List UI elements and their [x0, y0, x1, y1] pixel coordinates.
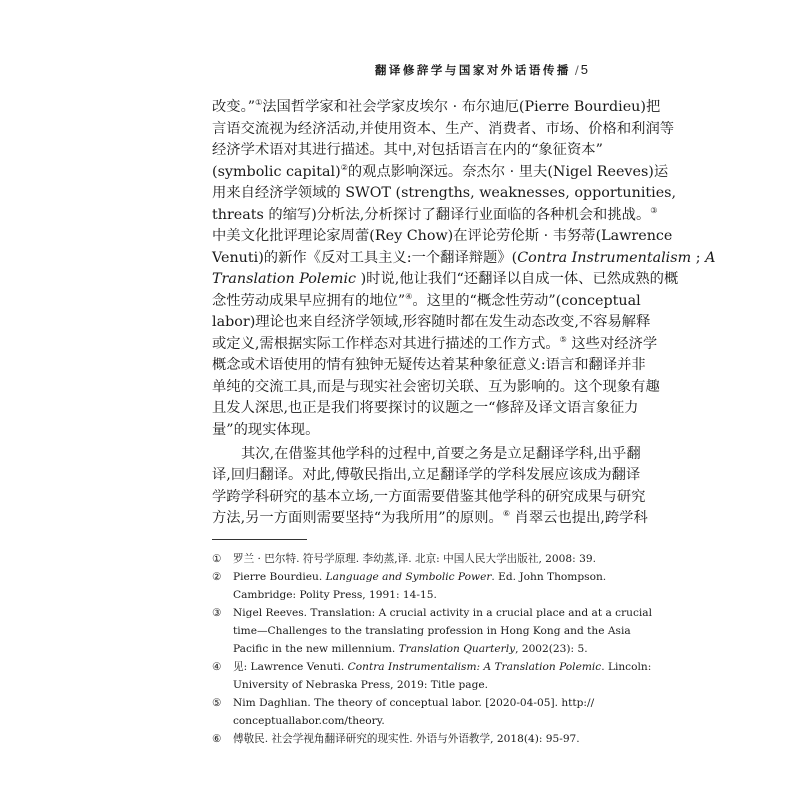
running-header [375, 62, 588, 78]
body-line [212, 377, 660, 399]
body-line [212, 465, 641, 487]
footnote-ref: ⑤ [559, 334, 567, 344]
body-line [212, 355, 646, 377]
footnote-number: ② [212, 571, 222, 583]
italic-text: Language and Symbolic Power [325, 571, 492, 583]
body-line [212, 205, 658, 227]
text-run: University of Nebraska Press, 2019: Title page. [233, 679, 489, 691]
footnote-number: ③ [212, 607, 222, 619]
footnote-ref: ③ [650, 205, 658, 215]
text-run: labor)理论也来自经济学领域,形容随时都在发生动态改变,不容易解释 [212, 314, 651, 330]
footnote-ref: ⑥ [502, 509, 510, 518]
body-line [212, 291, 641, 313]
text-run: 或定义,需根据实际工作样态对其进行描述的工作方式。 [212, 335, 560, 352]
text-run: 概念或术语使用的情有独钟无疑传达着某种象征意义:语言和翻译并非 [212, 357, 646, 373]
text-run: 言语交流视为经济活动,并使用资本、生产、消费者、市场、价格和利润等 [212, 120, 675, 137]
body-line [212, 183, 677, 205]
text-run: 肖翠云也提出,跨学科 [509, 510, 648, 526]
text-run: 傅敬民. 社会学视角翻译研究的现实性. 外语与外语教学, 2018(4): 95-97. [233, 733, 580, 745]
footnote-line [233, 658, 652, 676]
body-line [212, 97, 661, 119]
footnote [212, 694, 595, 730]
footnote-line [233, 586, 588, 604]
footnote-number: ① [212, 553, 222, 565]
text-run: 这些对经济学 [566, 335, 658, 352]
text-run: Nigel Reeves. Translation: A crucial activity in a crucial place and at a crucial [233, 607, 652, 619]
text-run: . Ed. John Thompson. [491, 571, 607, 583]
footnote-line [233, 694, 595, 712]
text-run: Cambridge: Polity Press, 1991: 14-15. [233, 589, 437, 601]
body-line [212, 248, 716, 270]
text-run: 中美文化批评理论家周蕾(Rey Chow)在评论劳伦斯 · 韦努蒂(Lawrence [212, 228, 673, 244]
body-line [212, 226, 673, 248]
page-number: 5 [580, 62, 588, 77]
text-run: 学跨学科研究的基本立场,一方面需要借鉴其他学科的研究成果与研究 [212, 488, 646, 505]
footnote-line [233, 622, 631, 640]
text-run: Pierre Bourdieu. [233, 571, 326, 583]
text-run: 的观点影响深远。奈杰尔 · 里夫(Nigel Reeves)运 [347, 163, 669, 180]
body-line [212, 487, 646, 509]
text-run: 经济学术语对其进行描述。其中,对包括语言在内的“象征资本” [212, 142, 603, 158]
body-line [212, 444, 641, 466]
book-title: 翻译修辞学与国家对外话语传播 [374, 63, 571, 77]
footnote-line [233, 730, 588, 748]
footnote [212, 550, 596, 568]
footnote-number: ⑥ [212, 733, 222, 745]
text-run: 罗兰 · 巴尔特. 符号学原理. 李幼蒸,译. 北京: 中国人民大学出版社, 2008: 39. [233, 553, 596, 565]
text-run: ; [691, 249, 706, 266]
header-separator: / [574, 63, 579, 77]
text-run: 译,回归翻译。对此,傅敬民指出,立足翻译学的学科发展应该成为翻译 [212, 467, 641, 483]
text-run: 用来自经济学领域的 SWOT (strengths, weaknesses, opportunities, [212, 185, 677, 201]
body-line [212, 119, 675, 141]
body-line [212, 269, 679, 291]
text-run: 念性劳动成果早应拥有的地位” [212, 292, 406, 309]
italic-text: Contra Instrumentalism [517, 249, 692, 266]
footnote [212, 604, 652, 658]
footnote-line [233, 550, 596, 568]
text-run: )时说,他让我们“还翻译以自成一体、已然成熟的概 [356, 271, 679, 287]
text-run: 。这里的“概念性劳动”(conceptual [412, 292, 641, 309]
text-run: 且发人深思,也正是我们将要探讨的议题之一“修辞及译文语言象征力 [212, 400, 639, 416]
text-run: , 2002(23): 5. [515, 643, 588, 655]
body-line [212, 334, 658, 356]
footnote-number: ⑤ [212, 697, 222, 709]
footnote-ref: ① [255, 98, 263, 107]
body-line [212, 508, 648, 530]
text-run: conceptuallabor.com/theory. [233, 715, 385, 727]
footnote-line [233, 676, 588, 694]
body-line [212, 162, 669, 184]
text-run: 法国哲学家和社会学家皮埃尔 · 布尔迪厄(Pierre Bourdieu)把 [262, 99, 661, 115]
footnote-line [233, 568, 607, 586]
footnote-line [233, 640, 588, 658]
body-line [212, 420, 588, 442]
text-run: 其次,在借鉴其他学科的过程中,首要之务是立足翻译学科,出乎翻 [241, 445, 641, 462]
text-run: 量”的现实体现。 [212, 421, 320, 438]
footnote-line [233, 712, 588, 730]
text-run: Nim Daghlian. The theory of conceptual labor. [2020-04-05]. http:// [233, 697, 595, 709]
italic-text: Contra Instrumentalism: A Translation Polemic [347, 661, 602, 673]
footnotes [212, 550, 652, 748]
italic-text: Translation Polemic [212, 271, 357, 287]
footnote-ref: ④ [405, 291, 413, 301]
text-run: (symbolic capital) [212, 163, 341, 180]
footnote [212, 730, 588, 748]
text-run: 改变。” [212, 99, 256, 115]
italic-text: A [705, 249, 716, 266]
footnote-ref: ② [340, 162, 348, 172]
body-line [212, 398, 639, 420]
text-run: . Lincoln: [601, 661, 652, 673]
text-run: 方法,另一方面则需要坚持“为我所用”的原则。 [212, 510, 503, 526]
text-run: 单纯的交流工具,而是与现实社会密切关联、互为影响的。这个现象有趣 [212, 378, 660, 395]
footnote-number: ④ [212, 661, 222, 673]
text-run: Pacific in the new millennium. [233, 643, 399, 655]
body-line [212, 312, 651, 334]
text-run: threats 的缩写)分析法,分析探讨了翻译行业面临的各种机会和挑战。 [212, 206, 651, 223]
text-run: 见: Lawrence Venuti. [233, 661, 348, 673]
footnote [212, 568, 607, 604]
body-text [212, 97, 716, 530]
body-line [212, 140, 603, 162]
italic-text: Translation Quarterly [398, 643, 516, 655]
text-run: Venuti)的新作《反对工具主义:一个翻译辩题》( [212, 249, 518, 266]
text-run: time—Challenges to the translating profession in Hong Kong and the Asia [233, 625, 631, 637]
footnote-divider [212, 539, 307, 540]
footnote [212, 658, 652, 694]
footnote-line [233, 604, 652, 622]
